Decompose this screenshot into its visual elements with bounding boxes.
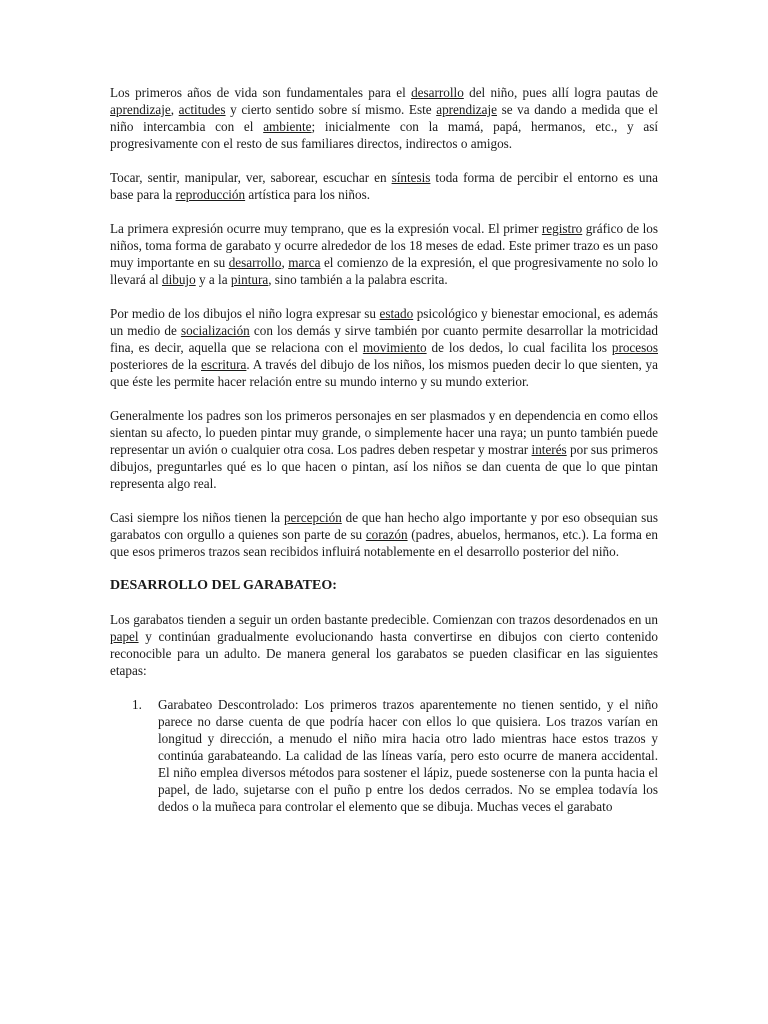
list-item-number: 1.	[132, 697, 142, 712]
stages-list	[110, 696, 658, 815]
underlined-term: percepción	[283, 510, 342, 525]
paragraph	[110, 407, 658, 492]
text-run: . A través del dibujo de los niños, los mismos pueden decir lo que sienten, ya que éste les permite hacer relación entre su mundo interno y su mundo exterior.	[110, 357, 658, 389]
underlined-term: socialización	[180, 323, 250, 338]
underlined-term: ambiente	[263, 119, 312, 134]
text-run: , sino también a la palabra escrita.	[268, 272, 448, 287]
underlined-term: aprendizaje	[436, 102, 497, 117]
underlined-term: papel	[110, 629, 139, 644]
paragraph	[110, 509, 658, 560]
underlined-term: síntesis	[391, 170, 431, 185]
text-run: de que han hecho algo importante y por eso obsequian sus garabatos con orgullo a quienes son parte de su	[110, 510, 658, 542]
text-run: Tocar, sentir, manipular, ver, saborear, escuchar en	[110, 170, 392, 185]
text-run: Por medio de los dibujos el niño logra expresar su	[110, 306, 380, 321]
text-run: La primera expresión ocurre muy temprano, que es la expresión vocal. El primer	[110, 221, 542, 236]
text-run: Casi siempre los niños tienen la	[110, 510, 284, 525]
text-run: , de lado, sujetarse con el puño p entre los dedos cerrados. No se emplea todavía los dedos o la muñeca para controlar el elemento que se dibuja. Muchas veces el garabato	[158, 782, 658, 814]
text-run: y continúan gradualmente evolucionando hasta convertirse en dibujos con cierto contenido reconocible para un adulto. De manera general los garabatos se pueden clasificar en las siguientes etapas:	[110, 629, 658, 678]
underlined-term: marca	[288, 255, 321, 270]
underlined-term: registro	[541, 221, 583, 236]
underlined-term: papel	[158, 782, 187, 797]
text-run: Generalmente los padres son los primeros personajes en ser plasmados y en dependencia en como ellos sientan su afecto, lo pueden pintar muy grande, o simplemente hacer una raya; un punto también puede representar un avión o cualquier otra cosa. Los padres deben respetar y mostrar	[110, 408, 658, 457]
text-run: ; inicialmente con la mamá, papá, hermanos, etc., y así progresivamente con el resto de sus familiares directos, indirectos o amigos.	[110, 119, 659, 151]
underlined-term: procesos	[611, 340, 658, 355]
underlined-term: corazón	[365, 527, 408, 542]
text-run: con los demás y sirve también por cuanto permite desarrollar la motricidad fina, es decir, aquella que se relaciona con el	[110, 323, 658, 355]
text-run: artística para los niños.	[245, 187, 371, 202]
text-run: , a menudo el niño mira hacia otro lado mientras hace estos trazos y continúa garabateando. La	[158, 731, 658, 763]
text-run: ,	[281, 255, 289, 270]
text-run: toda forma de percibir el entorno es una base para la	[110, 170, 658, 202]
paragraph	[110, 84, 658, 152]
text-run: de las líneas varía, pero esto ocurre de manera accidental. El niño emplea diversos	[158, 748, 658, 780]
text-run: psicológico y bienestar emocional, es además un medio de	[110, 306, 658, 338]
text-run: Los garabatos tienden a seguir un orden bastante predecible. Comienzan con trazos desordenados en un	[110, 612, 658, 627]
underlined-term: aprendizaje	[110, 102, 171, 117]
underlined-term: calidad	[303, 748, 342, 763]
underlined-term: pintura	[230, 272, 269, 287]
underlined-term: escritura	[201, 357, 247, 372]
text-run: se va dando a medida que el niño intercambia con el	[110, 102, 658, 134]
list-item	[132, 696, 658, 815]
text-run: el comienzo de la expresión, el que progresivamente no solo lo llevará al	[110, 255, 659, 287]
paragraph	[110, 305, 658, 390]
section-heading: DESARROLLO DEL GARABATEO:	[110, 578, 337, 593]
underlined-term: reproducción	[175, 187, 246, 202]
text-run: gráfico de los niños, toma forma de garabato y ocurre alrededor de los 18 meses de edad. Este primer trazo es un paso muy importante en su	[110, 221, 658, 270]
section-paragraph	[110, 611, 658, 679]
paragraph	[110, 220, 658, 288]
text-run: de los dedos, lo cual facilita los	[426, 340, 612, 355]
paragraph	[110, 169, 658, 203]
text-run: posteriores de la	[110, 357, 202, 372]
body-text	[110, 84, 658, 560]
text-run: para sostener el lápiz, puede sostenerse con la punta hacia el	[334, 765, 658, 780]
text-run: (padres, abuelos, hermanos, etc.). La forma en que esos primeros trazos sean recibidos influirá notablemente en el desarrollo posterior del niño.	[110, 527, 658, 559]
underlined-term: dibujo	[161, 272, 196, 287]
text-run: ,	[170, 102, 179, 117]
text-run: Los primeros trazos aparentemente no tienen sentido, y el niño parece no darse cuenta de que podría hacer con ellos lo que quisiera. Los trazos varían en longitud y	[158, 697, 658, 746]
underlined-term: dirección	[220, 731, 270, 746]
underlined-term: interés	[531, 442, 567, 457]
underlined-term: métodos	[289, 765, 334, 780]
text-run: y cierto sentido sobre sí mismo. Este	[225, 102, 437, 117]
underlined-term: actitudes	[178, 102, 226, 117]
text-run: del niño, pues allí logra pautas de	[463, 85, 658, 100]
underlined-term: desarrollo	[411, 85, 464, 100]
text-run: por sus primeros dibujos, preguntarles qué es lo que hacen o pintan, así los niños se dan cuenta de que lo que pintan representa algo real.	[110, 442, 658, 491]
underlined-term: estado	[379, 306, 414, 321]
underlined-term: movimiento	[362, 340, 427, 355]
text-run: Los primeros años de vida son fundamentales para el	[110, 85, 412, 100]
text-run: y a la	[195, 272, 231, 287]
underlined-term: desarrollo	[228, 255, 282, 270]
underlined-term: Garabateo Descontrolado:	[158, 697, 299, 712]
